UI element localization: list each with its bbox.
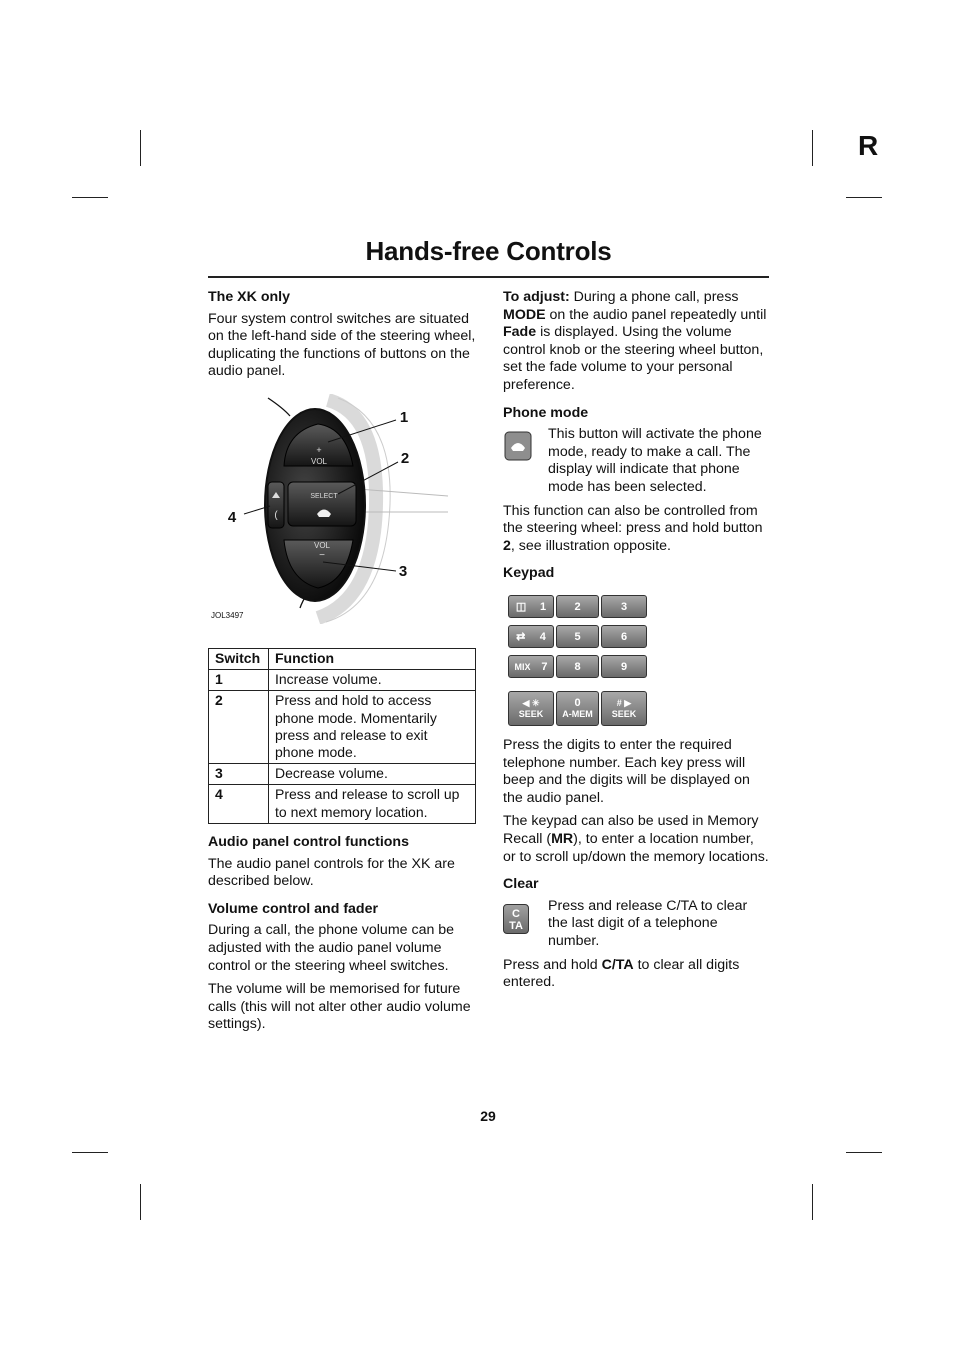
heading-phone-mode: Phone mode	[503, 404, 589, 421]
keypad-key-0	[556, 691, 599, 726]
heading-audio-panel: Audio panel control functions	[208, 834, 409, 850]
crop-mark	[72, 1152, 108, 1153]
text-run: This function can also be controlled from the steering wheel: press and hold button	[503, 502, 763, 537]
crop-mark	[846, 197, 882, 198]
key-label: 5	[574, 630, 581, 643]
mix-label: MIX	[514, 661, 531, 672]
steering-switch-illustration	[208, 394, 476, 624]
svg-text:(: (	[274, 510, 278, 521]
crop-mark	[812, 130, 813, 166]
figure-code: JOL3497	[211, 611, 244, 620]
text-run: Press and hold	[503, 956, 602, 973]
crop-mark	[140, 1184, 141, 1220]
text-run: During a phone call, press	[569, 289, 739, 305]
cta-term: C/TA	[601, 956, 634, 973]
adjust-paragraph	[503, 289, 769, 395]
callout-2: 2	[400, 450, 410, 467]
keypad-paragraph-1: Press the digits to enter the required telephone number. Each key press will beep and the digits will be displayed on the audio panel.	[503, 737, 750, 806]
table-header: Function	[269, 649, 476, 670]
seek-left-icon: ◀ ✳	[522, 697, 540, 708]
keypad-key-1	[508, 595, 554, 618]
keypad-seek-left	[508, 691, 554, 726]
clear-button-icon	[503, 898, 548, 951]
table-cell: 1	[209, 670, 269, 691]
table-header: Switch	[209, 649, 269, 670]
crop-mark	[812, 1184, 813, 1220]
vol-minus-label: −	[319, 550, 325, 561]
amem-label: A-MEM	[562, 708, 593, 719]
mode-term: MODE	[503, 306, 546, 323]
table-cell: Increase volume.	[269, 670, 476, 691]
right-column	[503, 289, 769, 587]
table-cell: 3	[209, 764, 269, 785]
callout-1: 1	[399, 409, 409, 426]
keypad-key-9	[601, 655, 647, 678]
volume-paragraph: During a call, the phone volume can be adjusted with the audio panel volume control or the steering wheel switches.	[208, 922, 455, 974]
key-label: 6	[620, 630, 628, 643]
crop-mark	[140, 130, 141, 166]
text-run: is displayed. Using the volume control knob or the steering wheel button, set the fade volume to your personal preference.	[503, 324, 764, 393]
key-label: 7	[541, 660, 548, 673]
switch-table-wrap	[208, 648, 476, 824]
heading-xk-only: The XK only	[208, 289, 290, 305]
keypad-seek-right	[601, 691, 647, 726]
table-cell: Decrease volume.	[269, 764, 476, 785]
keypad-key-2	[556, 595, 599, 618]
keypad-paragraph-2	[503, 813, 769, 866]
clear-row	[503, 898, 769, 951]
key-label: 0	[574, 696, 581, 709]
key-label: 4	[539, 630, 546, 643]
table-cell: 2	[209, 691, 269, 764]
vol-top-label: VOL	[310, 457, 328, 466]
table-cell: 4	[209, 785, 269, 823]
phone-button-icon	[503, 426, 548, 496]
page-title: Hands-free Controls	[365, 236, 612, 266]
key-label: 9	[620, 660, 628, 673]
crop-mark	[846, 1152, 882, 1153]
title-rule	[208, 276, 769, 278]
mr-term: MR	[551, 830, 574, 847]
keypad-key-3	[601, 595, 647, 618]
key-label: 8	[574, 660, 581, 673]
keypad-key-5	[556, 625, 599, 648]
text-run: , see illustration opposite.	[510, 537, 671, 554]
callout-4: 4	[227, 509, 237, 526]
vol-bottom-label: VOL	[313, 541, 331, 550]
shuffle-icon: ⇄	[516, 631, 526, 643]
fade-term: Fade	[503, 324, 537, 341]
table-row	[209, 785, 476, 823]
steering-switch-figure	[208, 394, 476, 624]
clear-icon-top: C	[512, 907, 520, 920]
text-run: ), to enter a location number, or to scroll up/down the memory locations.	[503, 830, 769, 865]
text-run: on the audio panel repeatedly until	[545, 306, 767, 323]
audio-panel-paragraph: The audio panel controls for the XK are described below.	[208, 855, 455, 890]
intro-paragraph: Four system control switches are situated on the left-hand side of the steering wheel, duplicating the functions of buttons on the audio panel.	[208, 310, 476, 380]
text-run: The keypad can also be used in Memory Recall (	[503, 813, 759, 847]
preset-icon: ◫	[515, 601, 527, 613]
keypad-illustration	[508, 595, 650, 727]
keypad-key-7	[508, 655, 554, 678]
button-number: 2	[503, 537, 511, 554]
switch-function-table	[208, 648, 476, 824]
phone-mode-row	[503, 426, 769, 496]
phone-steering-paragraph	[503, 503, 769, 556]
right-column-lower	[503, 737, 769, 998]
table-row	[209, 670, 476, 691]
volume-memorised-paragraph: The volume will be memorised for future calls (this will not alter other audio volume settings).	[208, 981, 471, 1033]
keypad-key-4	[508, 625, 554, 648]
key-label: SEEK	[518, 708, 544, 719]
key-label: 2	[574, 600, 581, 613]
heading-clear: Clear	[503, 876, 539, 893]
key-label: 1	[540, 600, 547, 613]
adjust-label: To adjust:	[503, 289, 570, 305]
vol-plus-label: +	[316, 445, 322, 455]
heading-keypad: Keypad	[503, 565, 555, 582]
clear-all-paragraph	[503, 957, 769, 992]
text-run: to clear all digits entered.	[503, 956, 740, 991]
keypad-key-8	[556, 655, 599, 678]
page-number: 29	[480, 1108, 496, 1124]
callout-3: 3	[398, 563, 408, 580]
table-cell: Press and release to scroll up to next memory location.	[269, 785, 476, 823]
key-label: SEEK	[611, 708, 637, 719]
clear-icon-bottom: TA	[509, 919, 523, 932]
key-label: 3	[620, 600, 628, 613]
seek-right-icon: # ▶	[616, 697, 632, 708]
heading-volume-fader: Volume control and fader	[208, 900, 379, 917]
clear-text: Press and release C/TA to clear the last digit of a telephone number.	[548, 897, 748, 949]
table-row	[209, 764, 476, 785]
section-letter: R	[858, 130, 879, 161]
select-label: SELECT	[310, 493, 338, 500]
left-column	[208, 289, 476, 387]
keypad-key-6	[601, 625, 647, 648]
phone-mode-text: This button will activate the phone mode, ready to make a call. The display will indicate that phone mode has been selected.	[548, 426, 762, 495]
table-cell: Press and hold to access phone mode. Momentarily press and release to exit phone mode.	[269, 691, 476, 764]
table-row	[209, 691, 476, 764]
crop-mark	[72, 197, 108, 198]
left-column-lower	[208, 834, 476, 1040]
